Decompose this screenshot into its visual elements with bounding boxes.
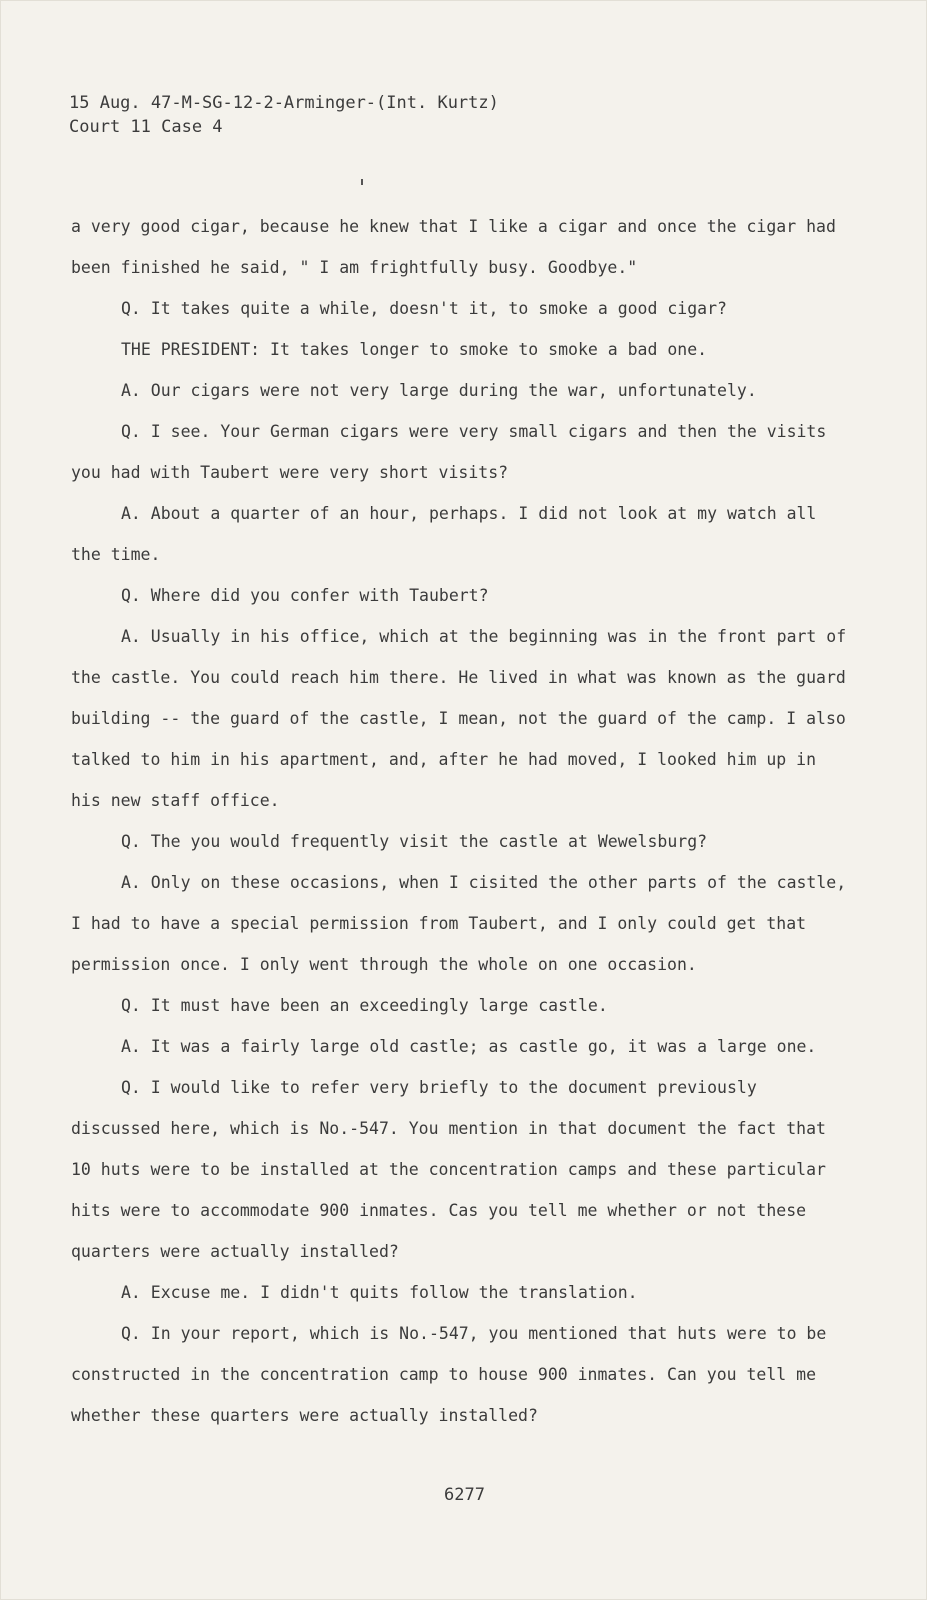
paragraph: A. Usually in his office, which at the beginning was in the front part of the castle. You could reach him there. He lived in what was known as the guard building -- the guard of the castle, I mean, not the guard of the camp. I also talked to him in his apartment, and, after he had moved, I looked him up in his new staff office. (71, 627, 847, 810)
paragraph: A. Excuse me. I didn't quits follow the translation. (121, 1283, 638, 1302)
header-line-2: Court 11 Case 4 (69, 117, 223, 137)
paragraph: Q. In your report, which is No.-547, you mentioned that huts were to be constructed in the concentration camp to house 900 inmates. Can you tell me whether these quarters were actually installed? (71, 1324, 827, 1425)
paragraph: A. About a quarter of an hour, perhaps. I did not look at my watch all the time. (71, 504, 817, 564)
paragraph: Q. The you would frequently visit the castle at Wewelsburg? (121, 832, 708, 851)
paragraph: A. Our cigars were not very large during the war, unfortunately. (121, 381, 757, 400)
paragraph: Q. It takes quite a while, doesn't it, to smoke a good cigar? (121, 299, 727, 318)
paragraph: Q. Where did you confer with Taubert? (121, 586, 489, 605)
transcript-body (71, 206, 851, 1436)
paragraph: Q. It must have been an exceedingly large castle. (121, 996, 608, 1015)
paragraph: A. Only on these occasions, when I cisited the other parts of the castle, I had to have a special permission from Taubert, and I only could get that permission once. I only went through the whole on one occasion. (71, 873, 847, 974)
page-number: 6277 (444, 1485, 485, 1505)
stray-mark (361, 179, 363, 185)
header-line-1: 15 Aug. 47-M-SG-12-2-Arminger-(Int. Kurtz) (69, 93, 499, 113)
paragraph: THE PRESIDENT: It takes longer to smoke to smoke a bad one. (121, 340, 708, 359)
paragraph: A. It was a fairly large old castle; as castle go, it was a large one. (121, 1037, 817, 1056)
document-header (69, 91, 499, 139)
paragraph: Q. I would like to refer very briefly to the document previously discussed here, which is No.-547. You mention in that document the fact that 10 huts were to be installed at the concentration camps and these particular hits were to accommodate 900 inmates. Cas you tell me whether or not these quarters were actually installed? (71, 1078, 826, 1261)
paragraph: Q. I see. Your German cigars were very small cigars and then the visits you had with Taubert were very short visits? (71, 422, 827, 482)
paragraph: a very good cigar, because he knew that I like a cigar and once the cigar had been finished he said, " I am frightfully busy. Goodbye." (71, 217, 836, 277)
